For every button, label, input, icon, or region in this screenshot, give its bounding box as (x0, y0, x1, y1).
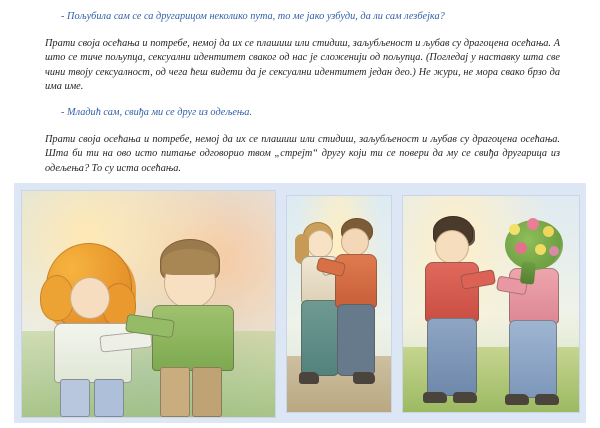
legs (337, 304, 375, 376)
illustration-strip (14, 183, 586, 423)
illustration-1-child-right (134, 231, 254, 417)
curly-hair-lock-a (40, 275, 74, 321)
face (70, 277, 110, 319)
shoe-right (535, 394, 559, 405)
shoe-right (453, 392, 477, 403)
shoe-left (299, 372, 319, 384)
illustration-3-person-left (419, 216, 489, 404)
illustration-2-person-right (329, 216, 385, 392)
illustration-3 (402, 195, 580, 413)
torso (54, 323, 132, 383)
flower (543, 226, 554, 237)
legs (509, 320, 557, 398)
shoe-left (505, 394, 529, 405)
leg-right (94, 379, 124, 417)
shoe-left (423, 392, 447, 403)
flower (509, 224, 520, 235)
hair-fringe (162, 249, 218, 275)
flower (515, 242, 527, 254)
answer-paragraph-2: Прати своја осећања и потребе, немој да их се плашиш или стидиш, заљубљеност и љубав су драгоцена осећања. Шта би ти на ово исто питање одговорио твом „стрејт“ другу који ти се повери да му се свиђа другарица из одељења? То су иста осећања. (45, 133, 560, 174)
torso (425, 262, 479, 322)
question-paragraph-2: - Младић сам, свиђа ми се друг из одељења. (61, 107, 252, 119)
illustration-2 (286, 195, 392, 413)
illustration-1 (21, 190, 276, 418)
torso (152, 305, 234, 371)
question-paragraph-1: - Пољубила сам се са другарицом неколико пута, то ме јако узбуди, да ли сам лезбејка? (61, 11, 445, 22)
leg-left (60, 379, 90, 417)
illustration-3-bouquet (499, 214, 569, 284)
flower (549, 246, 559, 256)
shoe-right (353, 372, 375, 384)
flower (527, 218, 539, 230)
leg-right (192, 367, 222, 417)
bouquet-stems (520, 261, 536, 284)
legs (427, 318, 477, 396)
face (341, 228, 369, 256)
face (435, 230, 469, 264)
text-content (0, 0, 600, 176)
flower (535, 244, 546, 255)
answer-paragraph-1: Прати своја осећања и потребе, немој да их се плашиш или стидиш, заљубљеност и љубав су драгоцена осећања. А што се тиче пољупца, сексуални идентитет сваког од нас је сложенији од пољупца. (Погледај у наставку шта све чини твоју сексуалност, од чега ћеш видети да је сексуални идентитет један део.) Не жури, не мора свако брзо да има име. (45, 37, 560, 93)
leg-left (160, 367, 190, 417)
